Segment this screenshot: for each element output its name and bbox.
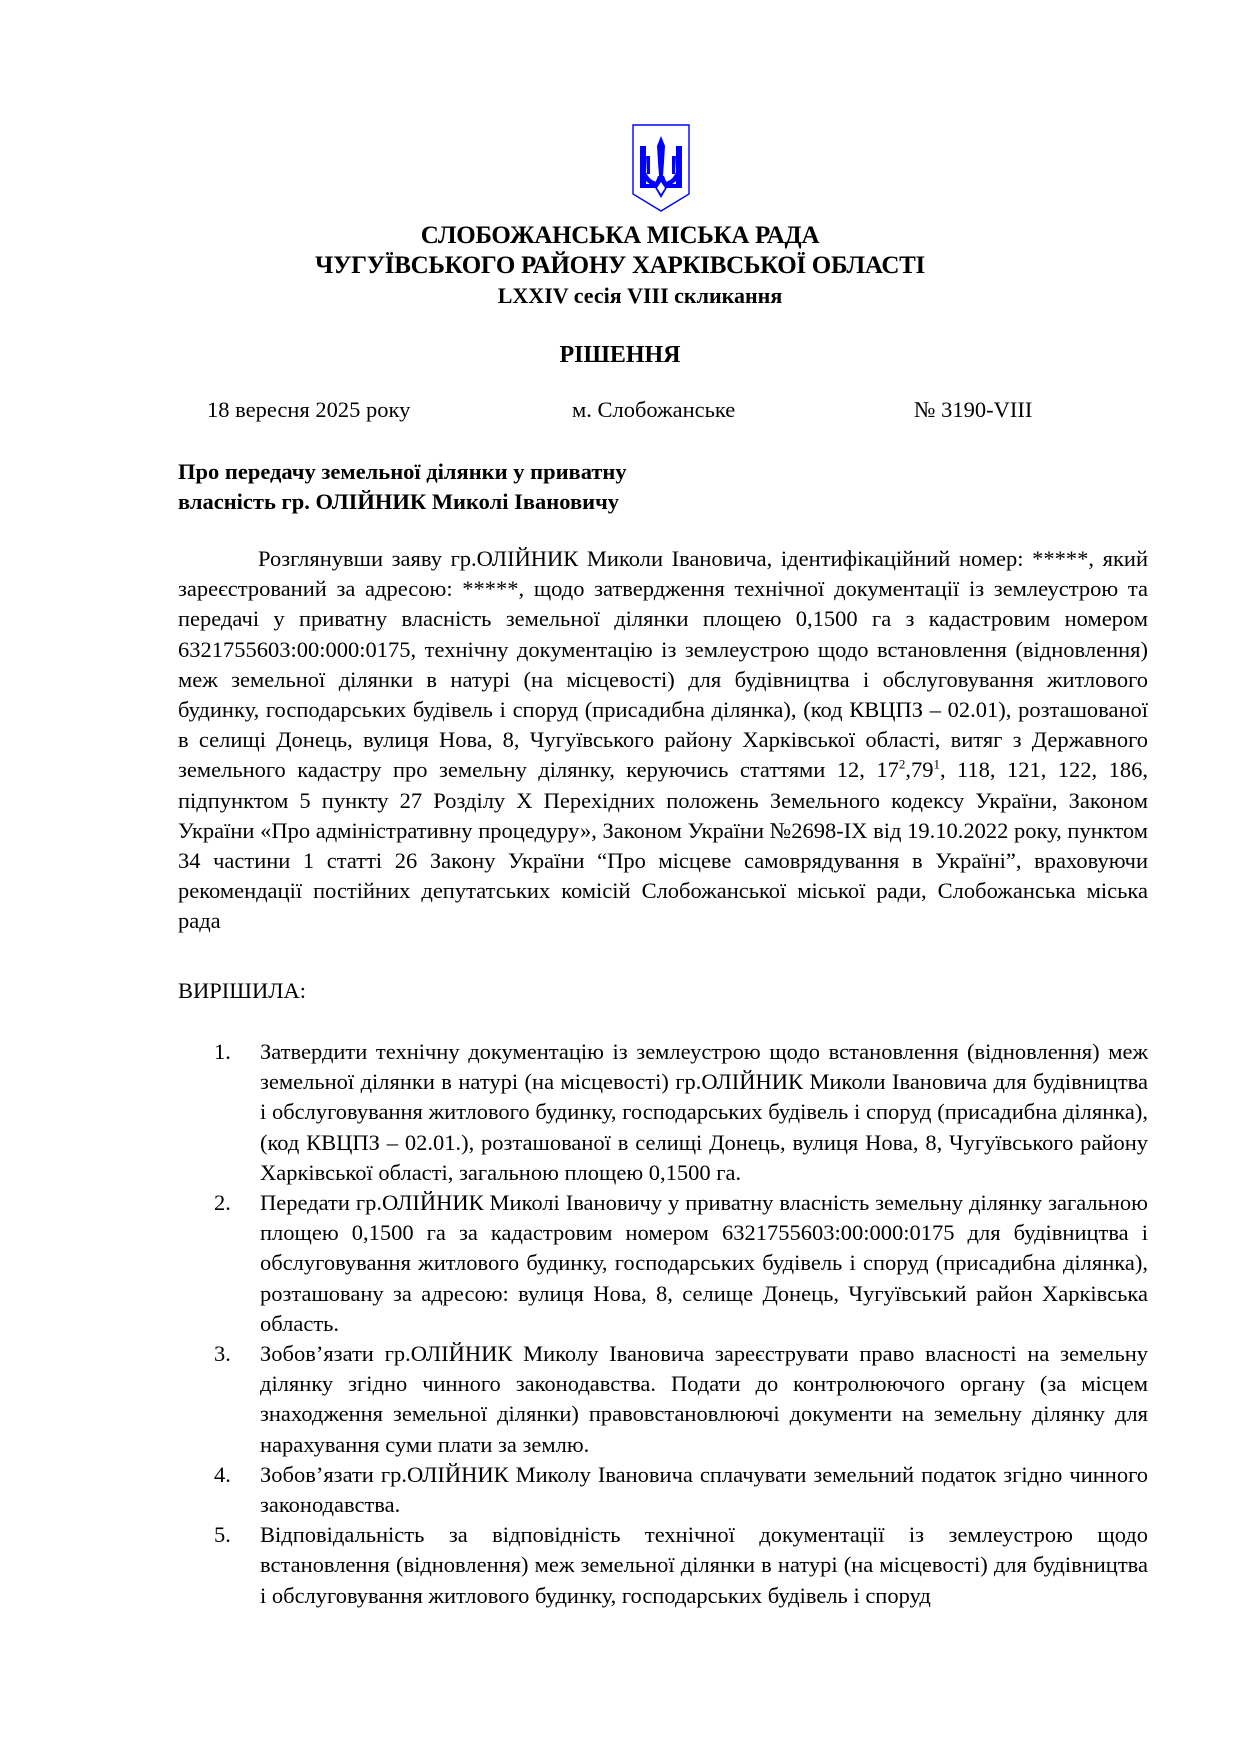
decision-subject: [178, 457, 627, 517]
item-number: 4.: [214, 1461, 231, 1487]
decided-label: ВИРІШИЛА:: [178, 978, 306, 1003]
decision-item: [178, 1460, 1148, 1520]
ukraine-trident-coat-of-arms-icon: [630, 122, 692, 214]
superscript: 2: [898, 756, 906, 772]
decision-item: [178, 1188, 1148, 1339]
decision-item: [178, 1520, 1148, 1611]
decision-item: [178, 1339, 1148, 1460]
item-text: Відповідальність за відповідність технічної документації із землеустрою щодо встановлення (відновлення) меж земельної ділянки в натурі (на місцевості) для будівництва і обслуговування житлового будинку, господарських будівель і споруд: [260, 1522, 1148, 1608]
preamble-text-1: Розглянувши заяву гр.ОЛІЙНИК Миколи Івановича, ідентифікаційний номер: *****, який зареєстрований за адресою: *****, щодо затвердження технічної документації із землеустрою та передачі у приватну власність земельної ділянки площею 0,1500 га з кадастровим номером 6321755603:00:000:0175, технічну документацію із землеустрою щодо встановлення (відновлення) меж земельної ділянки в натурі (на місцевості) для будівництва і обслуговування житлового будинку, господарських будівель і споруд (присадибна ділянка), (код КВЦПЗ – 02.01), розташованої в селищі Донець, вулиця Нова, 8, Чугуївського району Харківської області, витяг з Державного земельного кадастру про земельну ділянку, керуючись статтями 12, 17: [178, 546, 1148, 783]
decision-date: 18 вересня 2025 року: [207, 397, 411, 422]
council-name: СЛОБОЖАНСЬКА МІСЬКА РАДА: [420, 222, 820, 249]
district-name: ЧУГУЇВСЬКОГО РАЙОНУ ХАРКІВСЬКОЇ ОБЛАСТІ: [315, 252, 925, 279]
session-label: LXXIV сесія VIII скликання: [497, 283, 783, 308]
item-number: 5.: [214, 1522, 231, 1548]
preamble-text-3: , 118, 121, 122, 186, підпунктом 5 пункту 27 Розділу Х Перехідних положень Земельного кодексу України, Законом України «Про адміністративну процедуру», Законом України №2698-IX від 19.10.2022 року, пунктом 34 частини 1 статті 26 Закону України “Про місцеве самоврядування в Україні”, враховуючи рекомендації постійних депутатських комісій Слобожанської міської ради, Слобожанська міська рада: [178, 757, 1148, 934]
item-text: Передати гр.ОЛІЙНИК Миколі Івановичу у приватну власність земельну ділянку загальною площею 0,1500 га за кадастровим номером 6321755603:00:000:0175 для будівництва і обслуговування житлового будинку, господарських будівель і споруд (присадибна ділянка), розташовану за адресою: вулиця Нова, 8, селище Донець, Чугуївський район Харківська область.: [260, 1190, 1148, 1336]
item-text: Зобов’язати гр.ОЛІЙНИК Миколу Івановича зареєструвати право власності на земельну ділянку згідно чинного законодавства. Подати до контролюючого органу (за місцем знаходження земельної ділянки) правовстановлюючі документи на земельну ділянку для нарахування суми плати за землю.: [260, 1341, 1148, 1457]
item-number: 3.: [214, 1341, 231, 1367]
document-title: РІШЕННЯ: [559, 342, 681, 368]
decision-item: [178, 1037, 1148, 1188]
item-text: Зобов’язати гр.ОЛІЙНИК Миколу Івановича сплачувати земельний податок згідно чинного законодавства.: [260, 1461, 1148, 1518]
item-number: 2.: [214, 1190, 231, 1216]
superscript: 1: [933, 756, 940, 772]
decision-number: № 3190-VIII: [914, 397, 1033, 422]
subject-line-2: власність гр. ОЛІЙНИК Миколі Івановичу: [178, 489, 620, 514]
decision-items-list: [178, 1037, 1148, 1611]
subject-line-1: Про передачу земельної ділянки у приватну: [178, 459, 627, 484]
decision-city: м. Слобожанське: [572, 397, 736, 422]
item-text: Затвердити технічну документацію із землеустрою щодо встановлення (відновлення) меж земельної ділянки в натурі (на місцевості) гр.ОЛІЙНИК Миколи Івановича для будівництва і обслуговування житлового будинку, господарських будівель і споруд (присадибна ділянка), (код КВЦПЗ – 02.01.), розташованої в селищі Донець, вулиця Нова, 8, Чугуївського району Харківської області, загальною площею 0,1500 га.: [260, 1039, 1148, 1185]
preamble-paragraph: [178, 544, 1148, 937]
item-number: 1.: [214, 1039, 231, 1064]
preamble-text-2: ,79: [905, 757, 934, 783]
